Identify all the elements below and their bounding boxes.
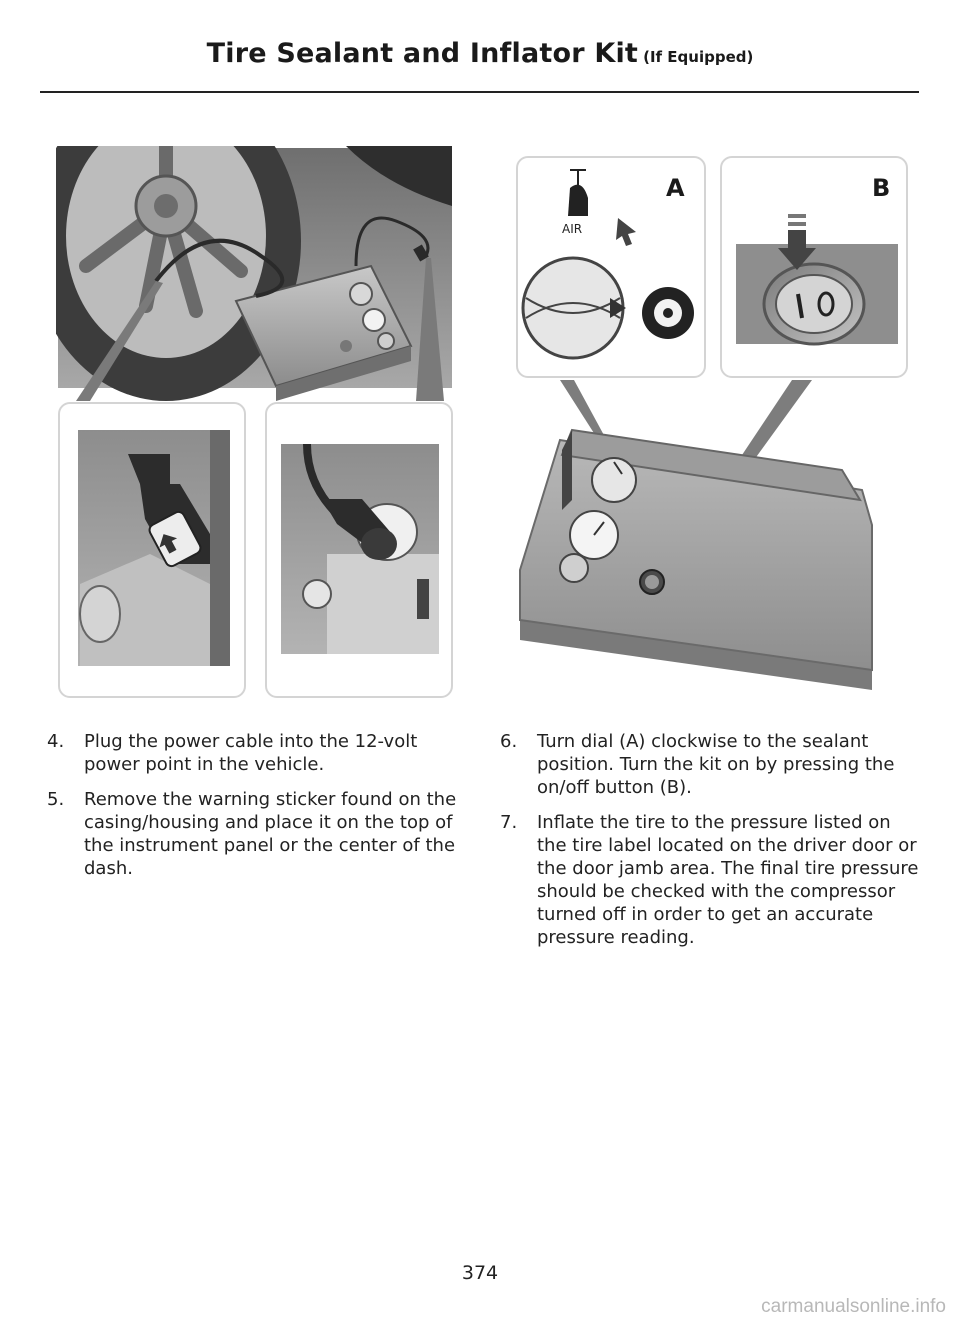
callout-panel-b bbox=[720, 156, 908, 378]
list-item bbox=[47, 730, 467, 776]
inset-valve-connection bbox=[58, 402, 246, 698]
page-title-qualifier: (If Equipped) bbox=[643, 48, 754, 66]
watermark: carmanualsonline.info bbox=[761, 1296, 946, 1317]
step-number: 5. bbox=[47, 789, 65, 810]
steps-left-column bbox=[47, 730, 467, 892]
compressor-controls-figure bbox=[512, 150, 912, 700]
step-text: Turn dial (A) clockwise to the sealant position. Turn the kit on by pressing the on/off button (B). bbox=[537, 731, 895, 798]
callout-panel-a bbox=[516, 156, 706, 378]
callout-label-a: A bbox=[666, 174, 685, 202]
page-number: 374 bbox=[461, 1262, 499, 1284]
compressor-connection-figure bbox=[56, 146, 456, 702]
list-item bbox=[47, 788, 467, 880]
page-title: Tire Sealant and Inflator Kit bbox=[206, 38, 639, 69]
inset-power-plug bbox=[265, 402, 453, 698]
step-number: 6. bbox=[500, 731, 518, 752]
step-number: 4. bbox=[47, 731, 65, 752]
page-header bbox=[0, 38, 960, 69]
step-text: Plug the power cable into the 12-volt power point in the vehicle. bbox=[84, 731, 418, 775]
step-text: Remove the warning sticker found on the casing/housing and place it on the top of the instrument panel or the center of the dash. bbox=[84, 789, 457, 879]
power-point-plug-illustration bbox=[267, 404, 451, 696]
steps-right-column bbox=[500, 730, 920, 961]
callout-label-b: B bbox=[872, 174, 891, 202]
list-item bbox=[500, 811, 920, 949]
header-divider bbox=[40, 91, 919, 93]
valve-stem-illustration bbox=[60, 404, 244, 696]
list-item bbox=[500, 730, 920, 799]
step-number: 7. bbox=[500, 812, 518, 833]
step-text: Inflate the tire to the pressure listed on the tire label located on the driver door or the door jamb area. The final tire pressure should be checked with the compressor turned off in order to get an accurate pressure reading. bbox=[537, 812, 919, 948]
air-label: AIR bbox=[562, 222, 583, 236]
